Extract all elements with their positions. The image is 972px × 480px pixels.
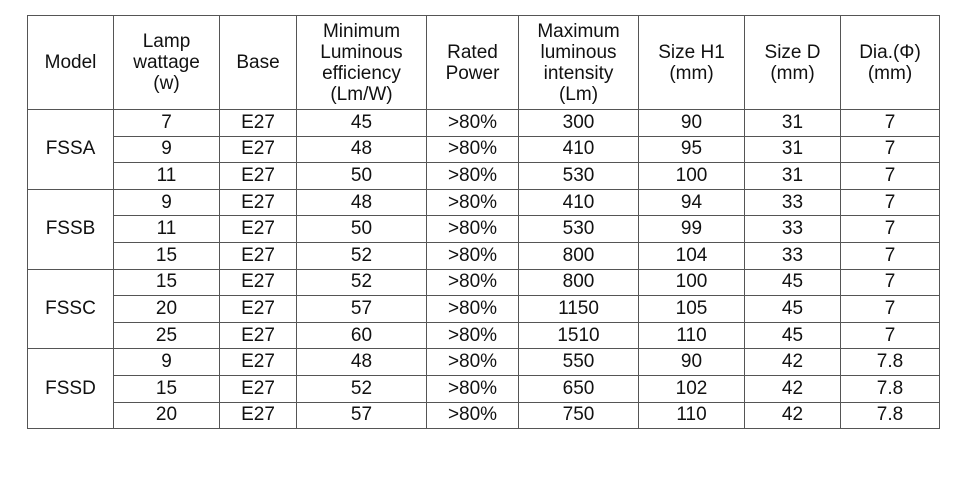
header-size-h1: Size H1 (mm) [639, 16, 745, 110]
size-d-cell: 31 [745, 136, 841, 163]
base-cell: E27 [220, 242, 297, 269]
rated-power-cell: >80% [427, 296, 519, 323]
min-efficiency-cell: 48 [297, 189, 427, 216]
min-efficiency-cell: 57 [297, 296, 427, 323]
base-cell: E27 [220, 349, 297, 376]
table-row [28, 296, 940, 323]
diameter-cell: 7.8 [841, 349, 940, 376]
rated-power-cell: >80% [427, 216, 519, 243]
base-cell: E27 [220, 375, 297, 402]
base-cell: E27 [220, 269, 297, 296]
min-efficiency-cell: 52 [297, 375, 427, 402]
lamp-wattage-cell: 9 [114, 349, 220, 376]
table-row [28, 375, 940, 402]
diameter-cell: 7 [841, 110, 940, 137]
size-d-cell: 42 [745, 402, 841, 429]
lamp-wattage-cell: 15 [114, 375, 220, 402]
max-intensity-cell: 1150 [519, 296, 639, 323]
size-h1-cell: 100 [639, 163, 745, 190]
table-row [28, 163, 940, 190]
base-cell: E27 [220, 402, 297, 429]
min-efficiency-cell: 50 [297, 163, 427, 190]
rated-power-cell: >80% [427, 110, 519, 137]
min-efficiency-cell: 48 [297, 136, 427, 163]
max-intensity-cell: 800 [519, 269, 639, 296]
lamp-wattage-cell: 9 [114, 136, 220, 163]
lamp-wattage-cell: 15 [114, 269, 220, 296]
max-intensity-cell: 530 [519, 216, 639, 243]
min-efficiency-cell: 52 [297, 242, 427, 269]
size-d-cell: 45 [745, 269, 841, 296]
rated-power-cell: >80% [427, 269, 519, 296]
rated-power-cell: >80% [427, 242, 519, 269]
size-d-cell: 42 [745, 349, 841, 376]
size-h1-cell: 90 [639, 349, 745, 376]
lamp-wattage-cell: 9 [114, 189, 220, 216]
lamp-wattage-cell: 11 [114, 216, 220, 243]
diameter-cell: 7 [841, 296, 940, 323]
header-diameter: Dia.(Φ) (mm) [841, 16, 940, 110]
min-efficiency-cell: 48 [297, 349, 427, 376]
min-efficiency-cell: 50 [297, 216, 427, 243]
lamp-wattage-cell: 20 [114, 402, 220, 429]
max-intensity-cell: 530 [519, 163, 639, 190]
base-cell: E27 [220, 110, 297, 137]
lamp-wattage-cell: 25 [114, 322, 220, 349]
min-efficiency-cell: 45 [297, 110, 427, 137]
rated-power-cell: >80% [427, 163, 519, 190]
rated-power-cell: >80% [427, 375, 519, 402]
max-intensity-cell: 750 [519, 402, 639, 429]
size-d-cell: 33 [745, 216, 841, 243]
min-efficiency-cell: 52 [297, 269, 427, 296]
size-h1-cell: 102 [639, 375, 745, 402]
max-intensity-cell: 410 [519, 136, 639, 163]
model-cell: FSSB [28, 189, 114, 269]
lamp-wattage-cell: 15 [114, 242, 220, 269]
table-row [28, 402, 940, 429]
size-h1-cell: 110 [639, 402, 745, 429]
size-d-cell: 45 [745, 322, 841, 349]
spec-table [27, 15, 940, 429]
max-intensity-cell: 1510 [519, 322, 639, 349]
max-intensity-cell: 550 [519, 349, 639, 376]
diameter-cell: 7.8 [841, 402, 940, 429]
size-d-cell: 33 [745, 189, 841, 216]
diameter-cell: 7 [841, 136, 940, 163]
size-h1-cell: 104 [639, 242, 745, 269]
max-intensity-cell: 800 [519, 242, 639, 269]
header-base: Base [220, 16, 297, 110]
base-cell: E27 [220, 189, 297, 216]
diameter-cell: 7 [841, 322, 940, 349]
rated-power-cell: >80% [427, 349, 519, 376]
size-h1-cell: 94 [639, 189, 745, 216]
lamp-wattage-cell: 20 [114, 296, 220, 323]
size-d-cell: 31 [745, 110, 841, 137]
table-row [28, 269, 940, 296]
header-lamp-wattage: Lamp wattage (w) [114, 16, 220, 110]
header-rated-power: Rated Power [427, 16, 519, 110]
model-cell: FSSA [28, 110, 114, 190]
header-max-luminous-intensity: Maximum luminous intensity (Lm) [519, 16, 639, 110]
max-intensity-cell: 410 [519, 189, 639, 216]
table-row [28, 136, 940, 163]
diameter-cell: 7 [841, 269, 940, 296]
size-d-cell: 31 [745, 163, 841, 190]
min-efficiency-cell: 60 [297, 322, 427, 349]
model-cell: FSSC [28, 269, 114, 349]
base-cell: E27 [220, 136, 297, 163]
diameter-cell: 7 [841, 189, 940, 216]
size-h1-cell: 100 [639, 269, 745, 296]
size-d-cell: 42 [745, 375, 841, 402]
model-cell: FSSD [28, 349, 114, 429]
size-d-cell: 33 [745, 242, 841, 269]
max-intensity-cell: 300 [519, 110, 639, 137]
table-row [28, 349, 940, 376]
diameter-cell: 7.8 [841, 375, 940, 402]
base-cell: E27 [220, 322, 297, 349]
diameter-cell: 7 [841, 242, 940, 269]
header-size-d: Size D (mm) [745, 16, 841, 110]
base-cell: E27 [220, 216, 297, 243]
header-min-luminous-efficiency: Minimum Luminous efficiency (Lm/W) [297, 16, 427, 110]
header-row [28, 16, 940, 110]
size-h1-cell: 105 [639, 296, 745, 323]
table-row [28, 110, 940, 137]
size-h1-cell: 110 [639, 322, 745, 349]
table-row [28, 189, 940, 216]
max-intensity-cell: 650 [519, 375, 639, 402]
base-cell: E27 [220, 163, 297, 190]
rated-power-cell: >80% [427, 322, 519, 349]
size-h1-cell: 95 [639, 136, 745, 163]
base-cell: E27 [220, 296, 297, 323]
rated-power-cell: >80% [427, 136, 519, 163]
table-row [28, 216, 940, 243]
size-h1-cell: 99 [639, 216, 745, 243]
diameter-cell: 7 [841, 163, 940, 190]
size-h1-cell: 90 [639, 110, 745, 137]
diameter-cell: 7 [841, 216, 940, 243]
rated-power-cell: >80% [427, 402, 519, 429]
min-efficiency-cell: 57 [297, 402, 427, 429]
table-body [28, 110, 940, 429]
rated-power-cell: >80% [427, 189, 519, 216]
header-model: Model [28, 16, 114, 110]
size-d-cell: 45 [745, 296, 841, 323]
table-row [28, 322, 940, 349]
lamp-wattage-cell: 7 [114, 110, 220, 137]
lamp-wattage-cell: 11 [114, 163, 220, 190]
table-row [28, 242, 940, 269]
